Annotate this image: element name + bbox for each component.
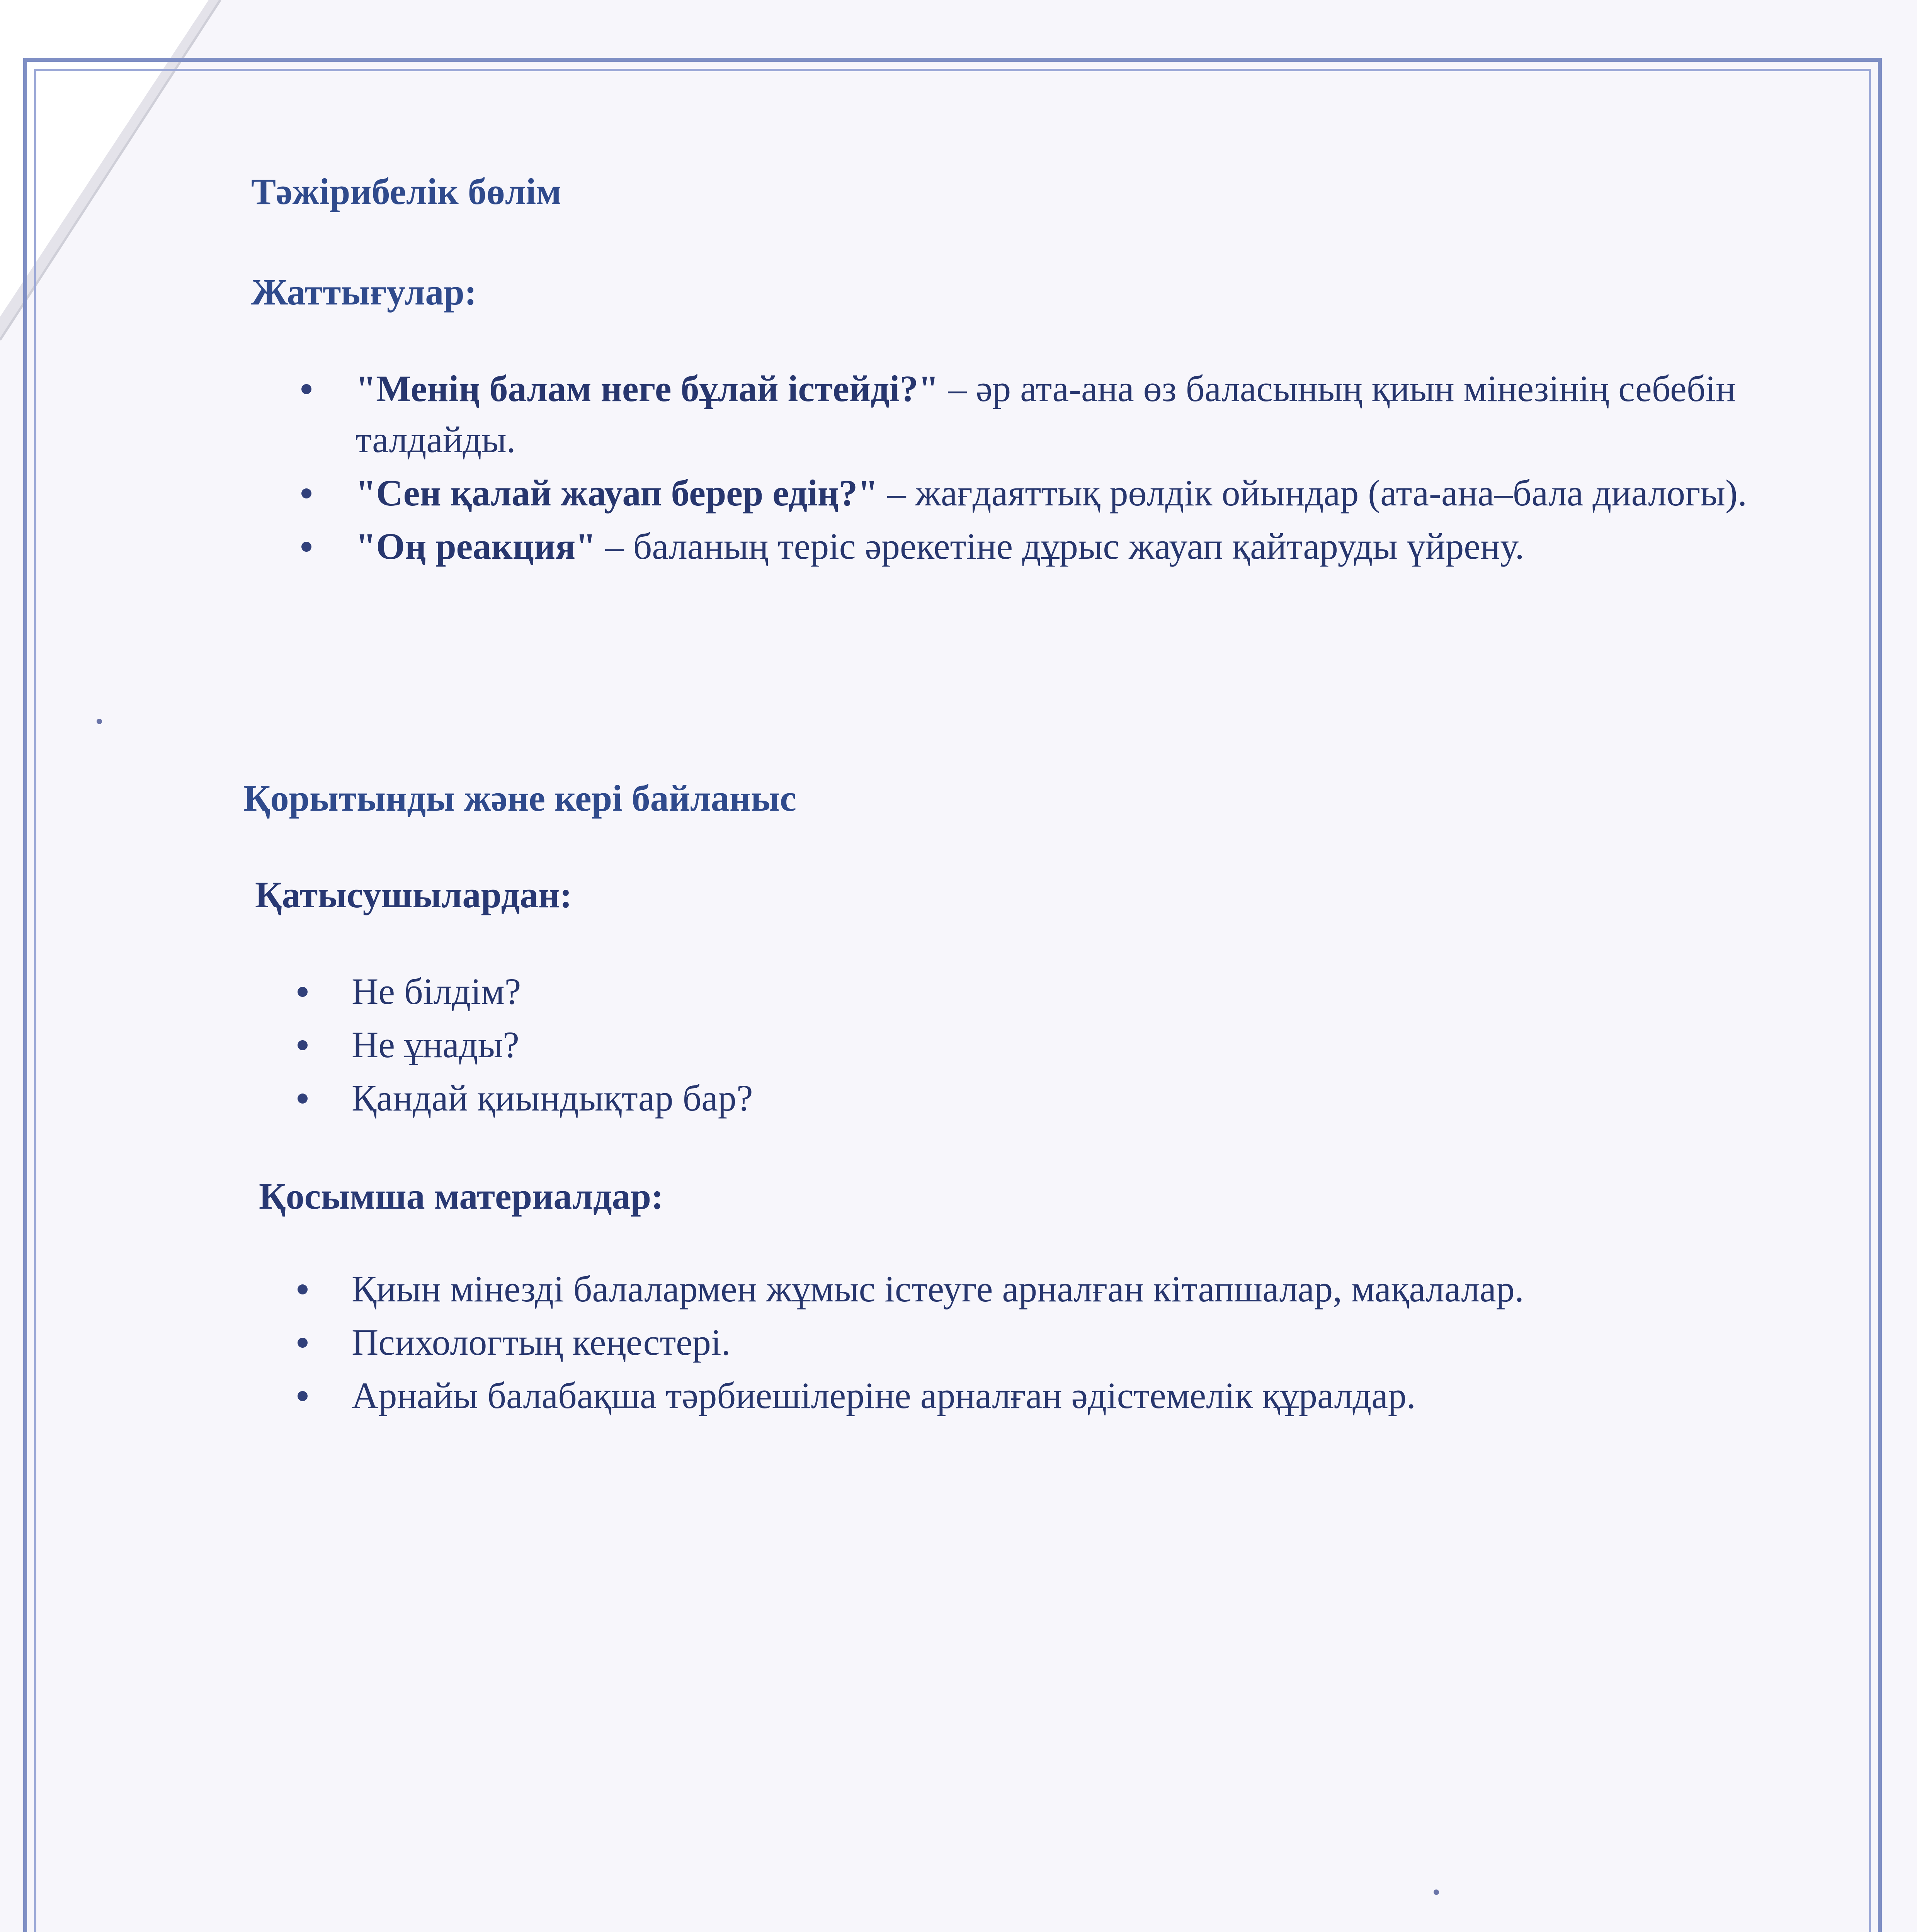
scan-speck bbox=[97, 719, 102, 724]
question-text: Қандай қиындықтар бар? bbox=[352, 1077, 753, 1119]
materials-heading: Қосымша материалдар: bbox=[259, 1175, 663, 1217]
bullet-icon bbox=[298, 1391, 308, 1401]
list-item bbox=[298, 468, 1805, 519]
bullet-icon bbox=[298, 987, 308, 997]
material-text: Қиын мінезді балалармен жұмыс істеуге арналған кітапшалар, мақалалар. bbox=[352, 1268, 1524, 1310]
exercise-description: – жағдаяттық рөлдік ойындар (ата-ана–бала диалогы). bbox=[878, 472, 1747, 514]
bullet-icon bbox=[301, 542, 311, 552]
exercises-heading: Жаттығулар: bbox=[251, 271, 477, 313]
scan-speck bbox=[1434, 1889, 1439, 1895]
bullet-icon bbox=[298, 1094, 308, 1104]
question-text: Не білдім? bbox=[352, 971, 521, 1012]
bullet-icon bbox=[301, 384, 311, 394]
bullet-icon bbox=[298, 1338, 308, 1348]
exercise-title: "Менің балам неге бұлай істейді?" bbox=[356, 368, 939, 409]
materials-list bbox=[294, 1264, 1839, 1423]
participants-heading: Қатысушылардан: bbox=[255, 874, 572, 915]
list-item bbox=[294, 1073, 1801, 1124]
exercise-title: "Оң реакция" bbox=[356, 526, 596, 567]
conclusion-heading: Қорытынды және кері байланыс bbox=[243, 777, 796, 819]
list-item bbox=[294, 1317, 1839, 1368]
list-item bbox=[298, 363, 1805, 465]
list-item bbox=[294, 966, 1801, 1017]
list-item bbox=[294, 1019, 1801, 1070]
exercise-description: – баланың теріс әрекетіне дұрыс жауап қайтаруды үйрену. bbox=[596, 526, 1524, 567]
section-title: Тәжірибелік бөлім bbox=[251, 171, 561, 212]
list-item bbox=[294, 1370, 1839, 1421]
material-text: Психологтың кеңестері. bbox=[352, 1321, 731, 1363]
bullet-icon bbox=[298, 1040, 308, 1050]
material-text: Арнайы балабақша тәрбиешілеріне арналған әдістемелік құралдар. bbox=[352, 1375, 1416, 1416]
exercises-list bbox=[298, 363, 1805, 574]
bullet-icon bbox=[298, 1284, 308, 1294]
participants-list bbox=[294, 966, 1801, 1126]
bullet-icon bbox=[301, 488, 311, 498]
question-text: Не ұнады? bbox=[352, 1024, 519, 1065]
list-item bbox=[294, 1264, 1839, 1315]
exercise-title: "Сен қалай жауап берер едің?" bbox=[356, 472, 878, 514]
exercise-description: – әр ата-ана өз баласының қиын мінезінің себебін талдайды. bbox=[356, 368, 1736, 460]
list-item bbox=[298, 521, 1805, 572]
